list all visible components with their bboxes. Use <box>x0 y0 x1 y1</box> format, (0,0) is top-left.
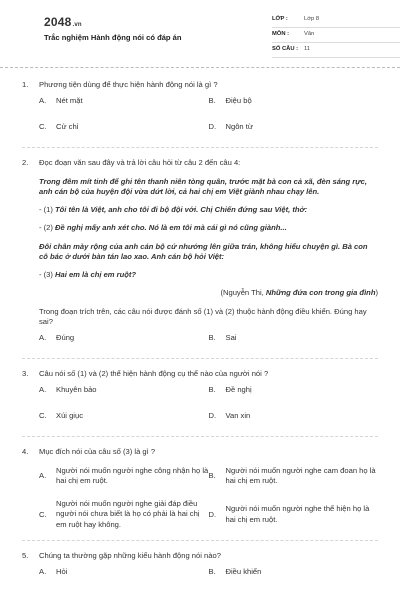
option-b[interactable] <box>209 379 379 405</box>
quiz-meta <box>272 13 400 58</box>
option-b[interactable] <box>209 327 379 353</box>
question-divider <box>22 147 378 148</box>
passage-dialogue-3 <box>39 270 378 280</box>
option-text: Đề nghị <box>225 385 252 395</box>
option-letter: B. <box>208 333 216 342</box>
option-text: Đúng <box>56 333 75 342</box>
option-c[interactable] <box>39 116 209 142</box>
question-number: 3. <box>22 369 29 378</box>
meta-label: LỚP : <box>272 16 288 23</box>
option-text: Ngôn từ <box>225 122 253 132</box>
question-text: Câu nói số (1) và (2) thể hiện hành động cụ thể nào của người nói ? <box>39 369 269 378</box>
meta-row-subject <box>272 28 400 43</box>
option-a[interactable] <box>39 561 209 587</box>
option-text: Van xin <box>225 411 251 421</box>
answer-options <box>22 327 378 353</box>
question-text: Mục đích nói của câu số (3) là gì ? <box>39 447 156 457</box>
passage-source <box>39 288 378 298</box>
page-header <box>22 0 378 62</box>
answer-options <box>22 458 378 535</box>
option-a[interactable] <box>39 458 209 491</box>
option-b[interactable] <box>209 90 379 116</box>
passage-dialogue-1 <box>39 205 378 215</box>
option-b[interactable] <box>209 561 379 587</box>
option-b[interactable] <box>209 458 379 491</box>
option-letter: A. <box>39 385 47 395</box>
dialogue-marker: - (1) <box>39 205 56 214</box>
question-list <box>22 80 378 587</box>
option-text: Xúi giục <box>56 411 84 421</box>
meta-value: Văn <box>304 31 315 38</box>
option-text: Sai <box>225 333 237 342</box>
option-d[interactable] <box>209 491 379 535</box>
meta-value: Lớp 8 <box>304 16 320 23</box>
question-number: 2. <box>22 158 29 168</box>
option-text: Điệu bộ <box>225 96 252 106</box>
dialogue-marker: - (2) <box>39 223 56 233</box>
meta-value: 11 <box>304 46 311 53</box>
question-2 <box>22 158 378 353</box>
option-text: Người nói muốn người nghe cam đoan họ là hai chị em ruột. <box>225 465 376 486</box>
option-text: Cử chỉ <box>56 122 79 132</box>
dialogue-text: Hai em là chị em ruột? <box>55 270 137 279</box>
option-text: Khuyên bảo <box>56 385 97 395</box>
question-number: 1. <box>22 80 29 89</box>
option-letter: B. <box>208 471 216 480</box>
option-letter: D. <box>208 509 217 519</box>
dialogue-text: Tôi tên là Việt, anh cho tôi đi bộ đội với. Chị Chiến đứng sau Việt, thở: <box>55 205 308 214</box>
question-text: Phương tiện dùng để thực hiện hành động nói là gì ? <box>39 80 218 89</box>
passage-paragraph: Trong đêm mít tinh để ghi tên thanh niên tòng quân, trước mặt bà con cả xã, đèn sáng rực, anh cán bộ của huyện đội vừa dứt lời, cả hai chị em Việt giành nhau chạy lên. <box>39 176 368 196</box>
question-prompt: Trong đoạn trích trên, các câu nói được đánh số (1) và (2) thuộc hành động điều khiển. Đúng hay sai? <box>39 306 367 326</box>
option-letter: A. <box>39 471 47 480</box>
option-a[interactable] <box>39 90 209 116</box>
source-title: Những đứa con trong gia đình <box>265 288 376 298</box>
question-divider <box>22 436 378 437</box>
passage-paragraph: Đôi chân mày rộng của anh cán bộ cứ nhướng lên giữa trán, không hiểu chuyện gì. Bà con cô bác ở dưới bàn tán lao xao. Anh cán bộ hỏi Việt: <box>39 241 368 261</box>
option-letter: C. <box>39 122 47 132</box>
option-letter: A. <box>39 96 47 106</box>
option-c[interactable] <box>39 491 209 535</box>
option-a[interactable] <box>39 327 209 353</box>
reading-passage <box>22 177 378 299</box>
source-suffix: ) <box>375 288 378 298</box>
option-text: Nét mặt <box>56 96 83 106</box>
meta-row-class <box>272 13 400 28</box>
option-d[interactable] <box>209 116 379 142</box>
option-letter: D. <box>208 411 217 421</box>
question-number: 4. <box>22 447 29 457</box>
answer-options <box>22 379 378 431</box>
question-divider <box>22 540 378 541</box>
option-letter: C. <box>39 411 47 421</box>
option-letter: B. <box>208 385 216 395</box>
question-4 <box>22 447 378 534</box>
option-letter: D. <box>208 122 217 132</box>
site-logo[interactable] <box>44 14 82 30</box>
question-number: 5. <box>22 550 29 560</box>
logo-main: 2048 <box>44 15 72 29</box>
meta-label: MÔN : <box>272 31 290 38</box>
option-text: Người nói muốn người nghe giải đáp điều người nói chưa biết là họ có phải là hai chị em ruột hay không. <box>56 498 200 529</box>
quiz-title: Trắc nghiệm Hành động nói có đáp án <box>44 33 182 42</box>
option-text: Người nói muốn người nghe thể hiện họ là hai chị em ruột. <box>225 504 370 524</box>
option-text: Hỏi <box>56 566 68 576</box>
option-c[interactable] <box>39 405 209 431</box>
question-3 <box>22 369 378 431</box>
answer-options <box>22 561 378 587</box>
question-1 <box>22 80 378 142</box>
question-5 <box>22 551 378 587</box>
logo-tld: .vn <box>72 22 82 28</box>
option-letter: A. <box>39 333 47 342</box>
option-letter: A. <box>39 566 47 576</box>
answer-options <box>22 90 378 142</box>
question-text: Chúng ta thường gặp những kiểu hành động nói nào? <box>39 550 221 560</box>
option-letter: C. <box>39 509 47 519</box>
dialogue-marker: - (3) <box>39 270 56 279</box>
option-letter: B. <box>208 566 216 576</box>
option-letter: B. <box>208 96 216 106</box>
question-text: Đọc đoạn văn sau đây và trả lời câu hỏi từ câu 2 đến câu 4: <box>39 158 241 168</box>
header-divider <box>0 67 400 68</box>
meta-row-count <box>272 43 400 58</box>
option-d[interactable] <box>209 405 379 431</box>
option-a[interactable] <box>39 379 209 405</box>
source-prefix: (Nguyễn Thi, <box>220 288 266 298</box>
option-text: Điều khiển <box>225 566 262 576</box>
passage-dialogue-2 <box>39 223 378 233</box>
meta-label: SỐ CÂU : <box>272 46 299 53</box>
question-divider <box>22 358 378 359</box>
option-text: Người nói muốn người nghe công nhận họ là hai chị em ruột. <box>56 465 209 486</box>
dialogue-text: Đề nghị mấy anh xét cho. Nó là em tôi mà cái gì nó cũng giành... <box>55 223 287 233</box>
